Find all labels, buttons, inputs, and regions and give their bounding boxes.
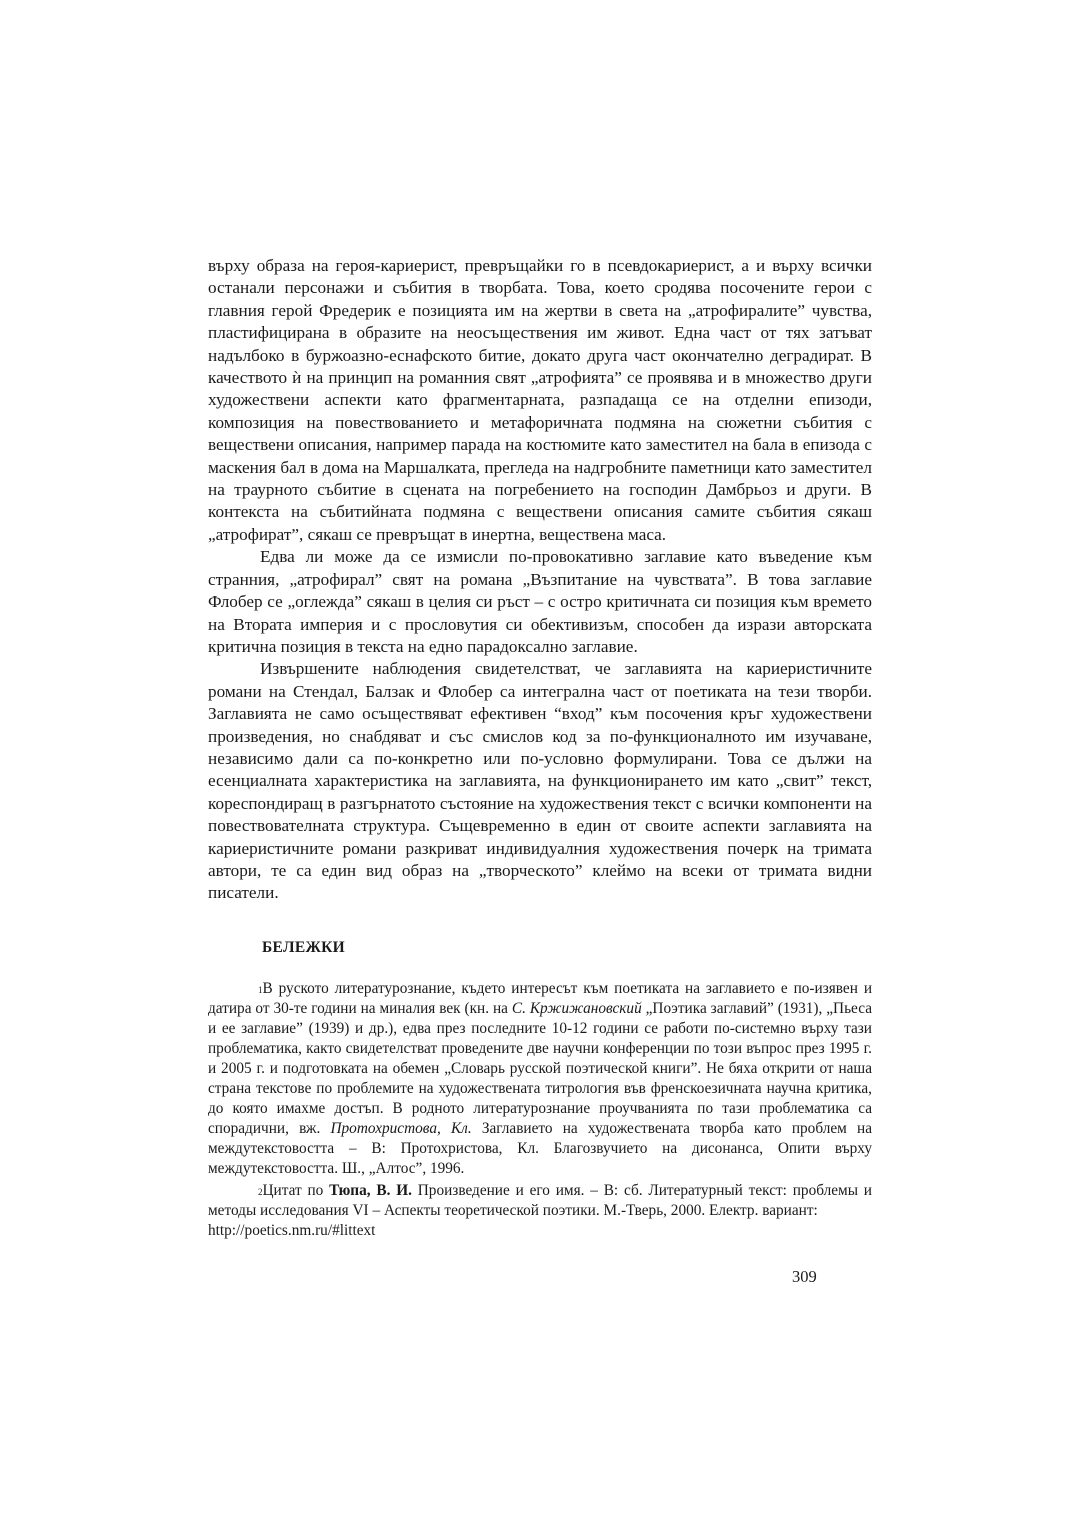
- footnote-2-text-b: Произведение и его имя. – В: сб. Литературный текст: проблемы и методы исследования VI – Аспекты теоретической поэтики. М.-Тверь, 2000. Електр. вариант:: [208, 1181, 872, 1219]
- notes-heading: БЕЛЕЖКИ: [262, 938, 345, 956]
- footnote-2-url[interactable]: http://poetics.nm.ru/#littext: [208, 1221, 376, 1239]
- footnote-1-author: С. Кржижановский: [511, 999, 642, 1017]
- footnote-1-author-2: Протохристова, Кл.: [330, 1119, 472, 1137]
- footnote-1: [208, 979, 872, 1179]
- footnote-2-text-a: Цитат по: [262, 1181, 330, 1199]
- page-content: [208, 255, 872, 1241]
- footnote-2: [208, 1181, 872, 1241]
- footnote-1-text-a: В руското литературознание, където интересът към поетиката на заглавието е по-изявен и датира от 30-те години на миналия век (кн. на: [208, 979, 872, 1017]
- footnote-1-text-c: Заглавието на художествената творба като проблем на междутекстовостта – В: Протохристова, Кл. Благозвучието на дисонанса, Опити върху междутекстовостта. Ш., „Алтос”, 1996.: [208, 1119, 872, 1177]
- paragraph-1: върху образа на героя-кариерист, превръщайки го в псевдокариерист, а и върху всички останали персонажи и събития в творбата. Това, което сродява посочените герои с главния герой Фредерик е позицията им на жертви в света на „атрофиралите” чувства, пластифицирана в образите на неосъществения им живот. Една част от тях затъват надълбоко в буржоазно-еснафското битие, докато друга част окончателно деградират. В качеството ѝ на принцип на романния свят „атрофията” се проявява и в множество други художествени аспекти като фрагментарната, разпадаща се на отделни епизоди, композиция на повествованието и метафоричната подмяна на сюжетни събития с веществени описания, например парада на костюмите като заместител на бала в епизода с маскения бал в дома на Маршалката, прегледа на надгробните паметници като заместител на траурното събитие в сцената на погребението на господин Дамбрьоз и други. В контекста на събитийната подмяна с веществени описания самите събития сякаш „атрофират”, сякаш се превръщат в инертна, веществена маса.: [208, 256, 872, 544]
- footnote-2-number: 2: [258, 1186, 263, 1197]
- body-text: [208, 255, 872, 905]
- paragraph-2: Едва ли може да се измисли по-провокативно заглавие като въведение към странния, „атрофирал” свят на романа „Възпитание на чувствата”. В това заглавие Флобер се „оглежда” сякаш в целия си ръст – с остро критичната си позиция към времето на Втората империя и с прословутия си обективизъм, способен да изрази авторската критична позиция в текста на едно парадоксално заглавие.: [208, 547, 872, 656]
- footnote-2-author: Тюпа, В. И.: [329, 1181, 412, 1199]
- footnote-1-number: 1: [258, 984, 263, 995]
- footnotes: [208, 979, 872, 1241]
- paragraph-3: Извършените наблюдения свидетелстват, че заглавията на кариеристичните романи на Стендал, Балзак и Флобер са интегрална част от поетиката на тези творби. Заглавията не само осъществяват ефективен “вход” към посочения кръг художествени произведения, но снабдяват и със смислов код за по-функционалното им изучаване, независимо дали са по-конкретно или по-условно формулирани. Това се дължи на есенциалната характеристика на заглавията, на функционирането им като „свит” текст, кореспондиращ в разгърнатото състояние на художествения текст с всички компоненти на повествователната структура. Същевременно в един от своите аспекти заглавията на кариеристичните романи разкриват индивидуалния художествения почерк на тримата автори, те са един вид образ на „творческото” клеймо на всеки от тримата видни писатели.: [208, 659, 872, 903]
- page-number: 309: [792, 1267, 817, 1286]
- footnote-1-text-b: „Поэтика заглавий” (1931), „Пьеса и ее заглавие” (1939) и др.), едва през последните 10-12 години се работи по-системно върху тази проблематика, както свидетелстват проведените две научни конференции по този въпрос през 1995 г. и 2005 г. и подготовката на обемен „Словарь русской поэтической книги”. Не бяха открити от наша страна текстове по проблемите на художествената титрология във френскоезичната научна критика, до която имахме достъп. В родното литературознание проучванията по тази проблематика са спорадични, вж.: [208, 999, 872, 1137]
